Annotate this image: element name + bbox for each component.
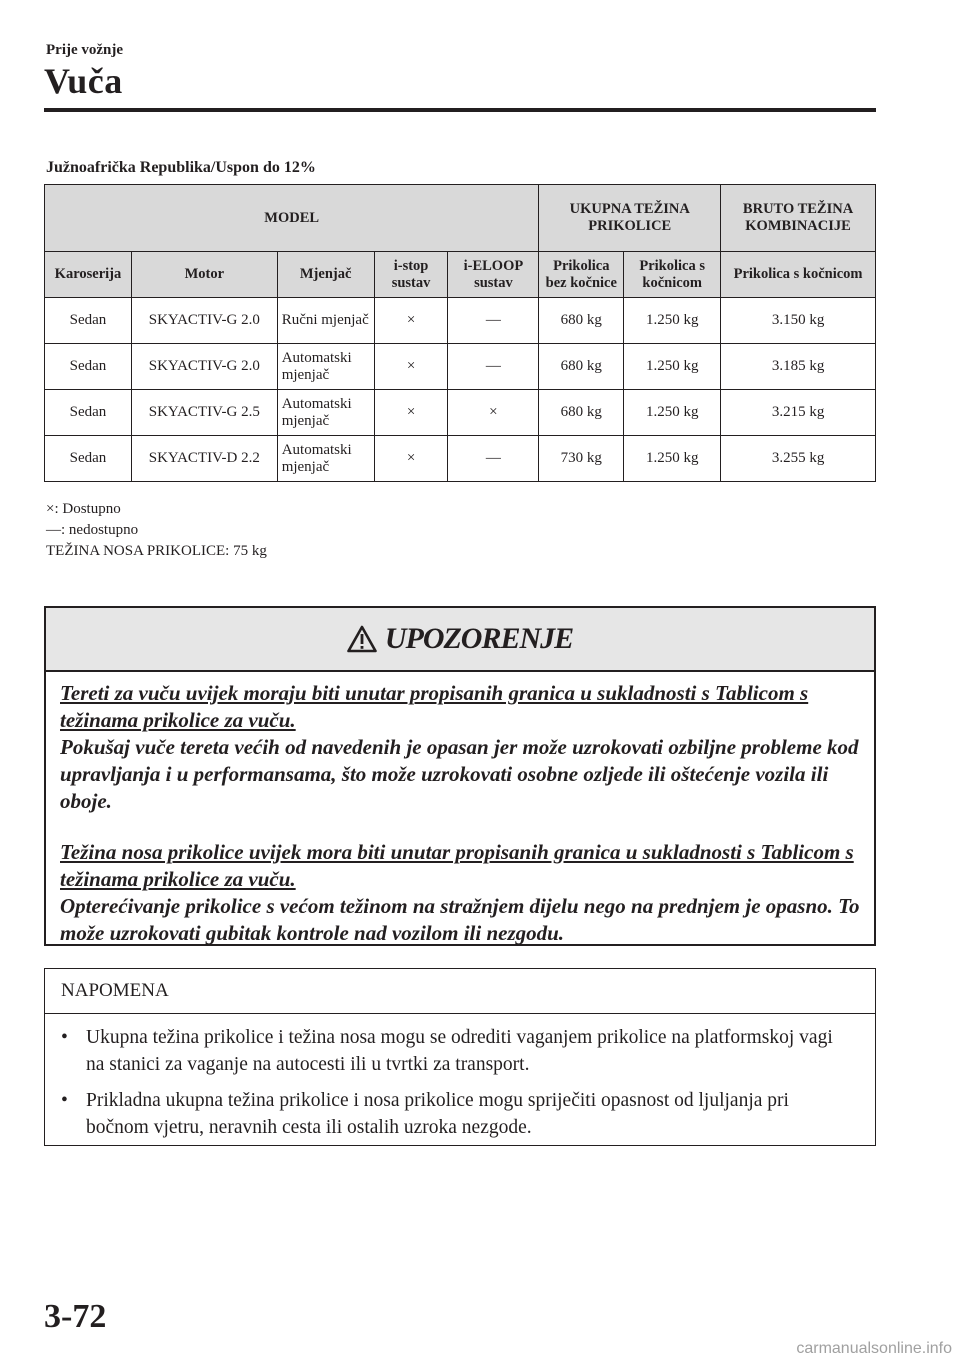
table-cell: × xyxy=(448,390,539,436)
table-row xyxy=(45,436,876,482)
warning-load-limit-heading: Tereti za vuču uvijek moraju biti unutar propisanih granica u sukladnosti s Tablicom s težinama prikolice za vuču. xyxy=(60,681,809,732)
table-caption: Južnoafrička Republika/Uspon do 12% xyxy=(46,159,316,176)
table-cell: — xyxy=(448,436,539,482)
table-cell: × xyxy=(374,390,448,436)
table-cell: Automatski mjenjač xyxy=(277,344,374,390)
table-cell: Sedan xyxy=(45,436,132,482)
table-cell: 1.250 kg xyxy=(624,436,721,482)
table-cell: 3.185 kg xyxy=(721,344,876,390)
note-title: NAPOMENA xyxy=(45,969,875,1014)
table-cell: 1.250 kg xyxy=(624,390,721,436)
table-cell: 680 kg xyxy=(539,390,624,436)
table-cell: Sedan xyxy=(45,390,132,436)
warning-title: UPOZORENJE xyxy=(384,622,574,655)
note-list xyxy=(45,1014,875,1141)
column-header: Karoserija xyxy=(45,252,132,298)
warning-tongue-weight-text: Opterećivanje prikolice s većom težinom na stražnjem dijelu nego na prednjem je opasno. To može uzrokovati gubitak kontrole nad vozilom ili nezgodu. xyxy=(60,894,860,945)
warning-triangle-icon xyxy=(347,625,377,653)
table-cell: × xyxy=(374,298,448,344)
header-gross-combination-weight: BRUTO TEŽINA KOMBINACIJE xyxy=(721,185,876,252)
column-header: Prikolica s kočnicom xyxy=(721,252,876,298)
table-cell: × xyxy=(374,344,448,390)
table-cell: 3.255 kg xyxy=(721,436,876,482)
table-row xyxy=(45,344,876,390)
table-cell: Automatski mjenjač xyxy=(277,436,374,482)
list-item xyxy=(61,1087,855,1141)
bullet-icon: • xyxy=(61,1027,68,1048)
warning-load-limit-text: Pokušaj vuče tereta većih od navedenih je opasan jer može uzrokovati ozbiljne probleme kod upravljanja i u performansama, što može uzrokovati osobne ozljede ili oštećenje vozila ili oboje. xyxy=(60,735,859,813)
table-cell: 1.250 kg xyxy=(624,344,721,390)
table-cell: Ručni mjenjač xyxy=(277,298,374,344)
column-header: i-stop sustav xyxy=(374,252,448,298)
column-header: Prikolica s kočnicom xyxy=(624,252,721,298)
note-item-text: Prikladna ukupna težina prikolice i nosa prikolice mogu spriječiti opasnost od ljuljanja pri bočnom vjetru, neravnih cesta ili ostalih uzroka nezgode. xyxy=(86,1090,789,1138)
header-total-trailer-weight: UKUPNA TEŽINA PRIKOLICE xyxy=(539,185,721,252)
table-cell: Sedan xyxy=(45,298,132,344)
table-row xyxy=(45,390,876,436)
legend-unavailable: —: nedostupno xyxy=(46,522,139,538)
warning-box xyxy=(44,606,876,946)
table-cell: — xyxy=(448,344,539,390)
table-cell: 680 kg xyxy=(539,298,624,344)
table-row xyxy=(45,298,876,344)
note-box xyxy=(44,968,876,1146)
table-cell: SKYACTIV-G 2.0 xyxy=(131,298,277,344)
table-cell: Sedan xyxy=(45,344,132,390)
warning-tongue-weight-heading: Težina nosa prikolice uvijek mora biti unutar propisanih granica u sukladnosti s Tablicom s težinama prikolice za vuču. xyxy=(60,840,854,891)
column-header: i-ELOOP sustav xyxy=(448,252,539,298)
table-cell: 3.150 kg xyxy=(721,298,876,344)
table-cell: SKYACTIV-D 2.2 xyxy=(131,436,277,482)
section-label: Prije vožnje xyxy=(46,42,124,58)
list-item xyxy=(61,1024,855,1078)
table-cell: × xyxy=(374,436,448,482)
table-cell: Automatski mjenjač xyxy=(277,390,374,436)
table-cell: 680 kg xyxy=(539,344,624,390)
legend-available: ×: Dostupno xyxy=(46,501,121,517)
table-cell: 3.215 kg xyxy=(721,390,876,436)
column-header: Prikolica bez kočnice xyxy=(539,252,624,298)
title-rule xyxy=(44,108,876,112)
table-legend xyxy=(46,499,267,562)
page-title: Vuča xyxy=(44,61,123,101)
column-header: Mjenjač xyxy=(277,252,374,298)
tongue-weight-note: TEŽINA NOSA PRIKOLICE: 75 kg xyxy=(46,543,267,559)
bullet-icon: • xyxy=(61,1090,68,1111)
column-header: Motor xyxy=(131,252,277,298)
note-item-text: Ukupna težina prikolice i težina nosa mogu se odrediti vaganjem prikolice na platformskoj vagi na stanici za vaganje na autocesti ili u tvrtki za transport. xyxy=(86,1027,833,1075)
table-cell: SKYACTIV-G 2.5 xyxy=(131,390,277,436)
page-number: 3-72 xyxy=(44,1298,107,1335)
warning-header xyxy=(46,608,874,672)
table-cell: 730 kg xyxy=(539,436,624,482)
table-cell: SKYACTIV-G 2.0 xyxy=(131,344,277,390)
table-cell: 1.250 kg xyxy=(624,298,721,344)
header-model: MODEL xyxy=(45,185,539,252)
table-cell: — xyxy=(448,298,539,344)
warning-body xyxy=(46,672,874,947)
watermark: carmanualsonline.info xyxy=(796,1340,952,1357)
towing-capacity-table xyxy=(44,184,876,482)
